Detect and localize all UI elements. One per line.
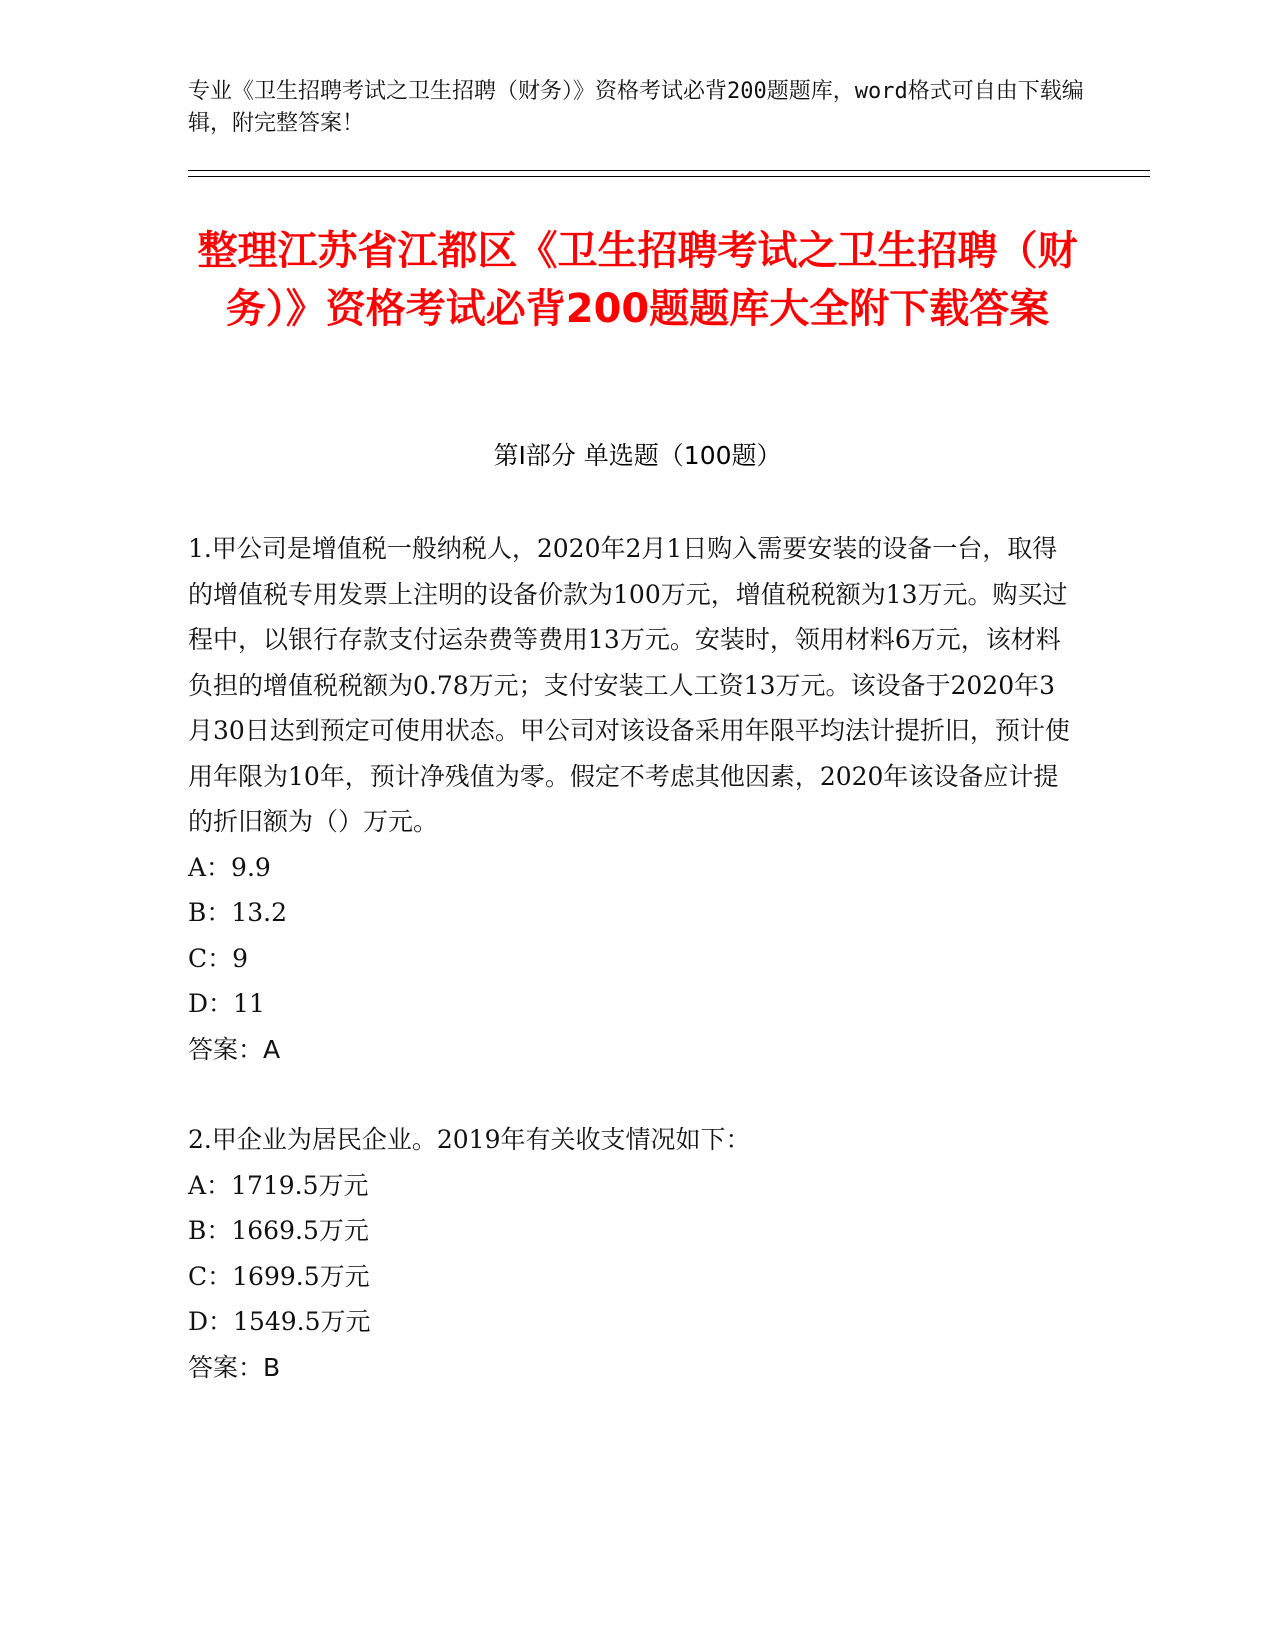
option-d: D：11	[188, 989, 265, 1018]
header-rule-bottom	[188, 176, 1150, 177]
header-note: 专业《卫生招聘考试之卫生招聘（财务）》资格考试必背200题题库，word格式可自由下载编辑，附完整答案！	[188, 79, 1084, 136]
answer: 答案：B	[188, 1352, 281, 1382]
document-title: 整理江苏省江都区《卫生招聘考试之卫生招聘（财务）》资格考试必背200题题库大全附下载答案	[197, 228, 1078, 332]
option-c: C：9	[188, 943, 249, 973]
section-heading: 第Ⅰ部分 单选题（100题）	[493, 441, 782, 470]
header-rule-top	[188, 170, 1150, 171]
question-stem: 1.甲公司是增值税一般纳税人，2020年2月1日购入需要安装的设备一台，取得的增值税专用发票上注明的设备价款为100万元，增值税税额为13万元。购买过程中，以银行存款支付运杂费等费用13万元。安装时，领用材料6万元，该材料负担的增值税税额为0.78万元；支付安装工人工资13万元。该设备于2020年3月30日达到预定可使用状态。甲公司对该设备采用年限平均法计提折旧，预计使用年限为10年，预计净残值为零。假定不考虑其他因素，2020年该设备应计提的折旧额为（）万元。	[188, 534, 1070, 836]
option-b: B：1669.5万元	[188, 1216, 369, 1245]
option-a: A：9.9	[188, 852, 271, 882]
option-b: B：13.2	[188, 898, 288, 927]
option-a: A：1719.5万元	[188, 1170, 369, 1200]
option-c: C：1699.5万元	[188, 1261, 370, 1291]
answer: 答案：A	[188, 1034, 281, 1064]
option-d: D：1549.5万元	[188, 1307, 371, 1336]
question-stem: 2.甲企业为居民企业。2019年有关收支情况如下：	[188, 1125, 751, 1154]
question-1	[188, 526, 1073, 1072]
questions-list	[188, 526, 1073, 1390]
question-2	[188, 1117, 1073, 1390]
